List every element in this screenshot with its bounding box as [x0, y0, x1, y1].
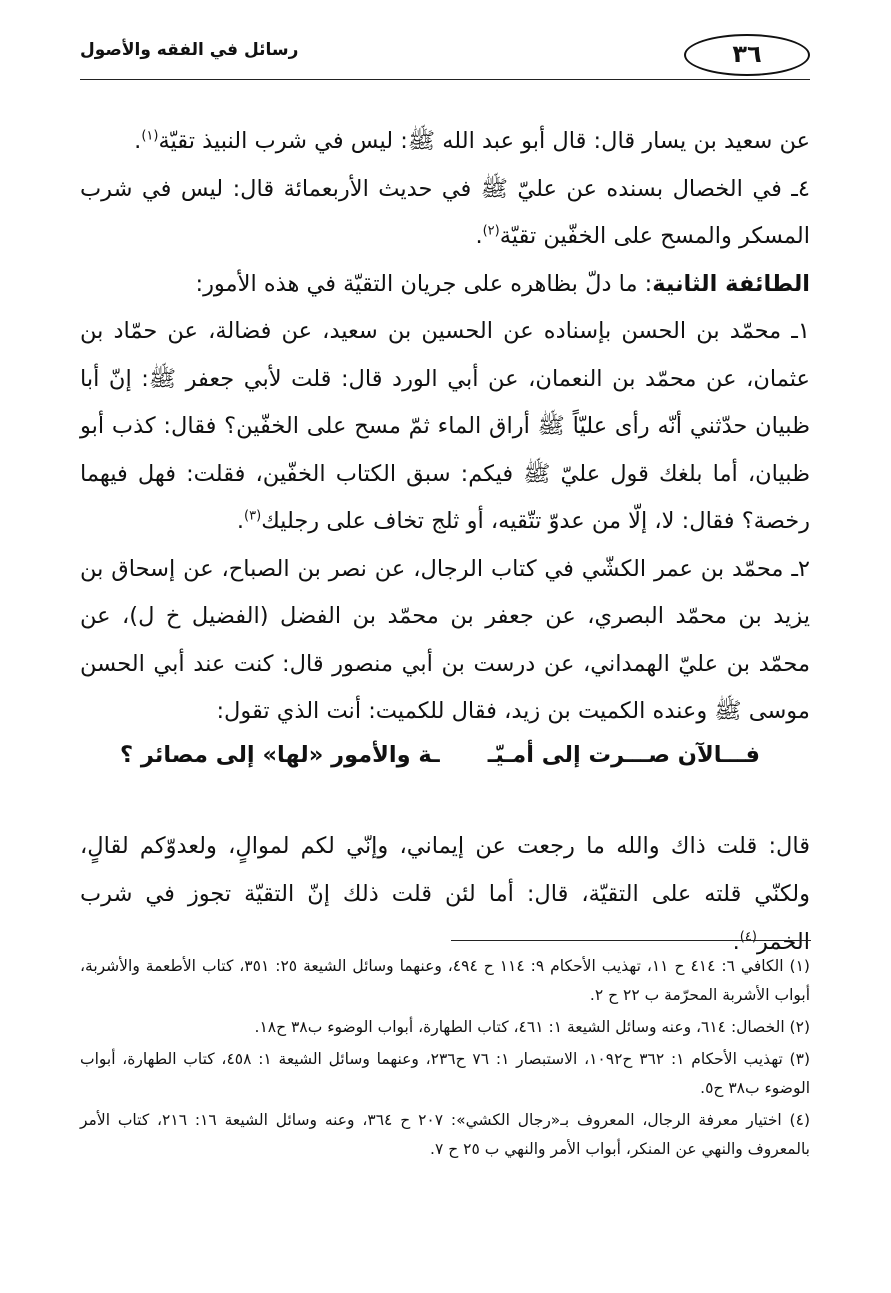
paragraph-6-end: .: [732, 929, 740, 955]
header-rule: [80, 79, 810, 80]
footnotes: [80, 952, 810, 1167]
verse-first-hemistich: فـــالآن صـــرت إلى أمـيّـ: [487, 742, 760, 768]
footnote-ref-2: (٢): [482, 223, 500, 239]
paragraph-4-end: .: [236, 508, 245, 534]
paragraph-1-text: عن سعيد بن يسار قال: قال أبو عبد الله ﷺ: ليس في شرب النبيذ تقيّة: [158, 128, 810, 154]
paragraph-2-text: ٤ـ في الخصال بسنده عن عليّ ﷺ في حديث الأربعمائة قال: ليس في شرب المسكر والمسح على الخفّين تقيّة: [80, 175, 810, 249]
running-title: رسائل في الفقه والأصول: [80, 40, 299, 60]
footnote-2: (٢) الخصال: ٦١٤، وعنه وسائل الشيعة ١: ٤٦١، كتاب الطهارة، أبواب الوضوء ب٣٨ ح١٨.: [254, 1018, 810, 1036]
footnote-ref-4: (٤): [739, 929, 757, 945]
section-heading-paragraph: [80, 261, 810, 309]
paragraph-1-end: .: [134, 128, 142, 154]
verse-second-hemistich: ـة والأمور «لها» إلى مصائر ؟: [120, 742, 440, 768]
poem-verse: [100, 742, 780, 782]
section-heading: الطائفة الثانية: [652, 270, 810, 297]
main-text: [80, 118, 810, 736]
paragraph-6-text: قال: قلت ذاك والله ما رجعت عن إيماني، وإنّي لكم لموالٍ، ولعدوّكم لقالٍ، ولكنّي قلته على التقيّة، قال: أما لئن قلت ذلك إنّ التقيّة تجوز في شرب الخمر: [80, 833, 810, 955]
footnote-separator: [451, 940, 811, 941]
paragraph-4: [80, 308, 810, 546]
main-text-continued: [80, 822, 810, 966]
footnote-ref-1: (١): [141, 128, 159, 144]
footnote-4: (٤) اختيار معرفة الرجال، المعروف بـ«رجال الكشي»: ٢٠٧ ح ٣٦٤، وعنه وسائل الشيعة ١٦: ٢١٦، كتاب الأمر بالمعروف والنهي عن المنكر، أبواب الأمر والنهي ب ٢٥ ح ٧.: [80, 1111, 810, 1158]
page-number: ٣٦: [684, 34, 810, 76]
footnote-1: (١) الكافي ٦: ٤١٤ ح ١١، تهذيب الأحكام ٩: ١١٤ ح ٤٩٤، وعنهما وسائل الشيعة ٢٥: ٣٥١، كتاب الأطعمة والأشربة، أبواب الأشربة المحرّمة ب ٢٢ ح ٢.: [80, 957, 810, 1004]
paragraph-2: [80, 166, 810, 261]
paragraph-2-end: .: [475, 223, 483, 249]
paragraph-6: [80, 822, 810, 966]
paragraph-4-text: ١ـ محمّد بن الحسن بإسناده عن الحسين بن سعيد، عن فضالة، عن حمّاد بن عثمان، عن محمّد بن النعمان، عن أبي الورد قال: قلت لأبي جعفر ﷺ: إنّ أبا ظبيان حدّثني أنّه رأى عليّاً ﷺ أراق الماء ثمّ مسح على الخفّين؟ فقال: كذب أبو ظبيان، أما بلغك قول عليّ ﷺ فيكم: سبق الكتاب الخفّين، فقلت: فهل فيهما رخصة؟ فقال: لا، إلّا من عدوّ تتّقيه، أو ثلج تخاف على رجليك: [80, 318, 810, 534]
paragraph-1: [80, 118, 810, 166]
footnote-3: (٣) تهذيب الأحكام ١: ٣٦٢ ح١٠٩٢، الاستبصار ١: ٧٦ ح٢٣٦، وعنهما وسائل الشيعة ١: ٤٥٨، كتاب الطهارة، أبواب الوضوء ب٣٨ ح٥.: [80, 1050, 810, 1097]
footnote-ref-3: (٣): [244, 508, 262, 524]
page-header: [80, 30, 810, 80]
section-heading-rest: : ما دلّ بظاهره على جريان التقيّة في هذه الأمور:: [195, 270, 653, 297]
paragraph-5: ٢ـ محمّد بن عمر الكشّي في كتاب الرجال، عن نصر بن الصباح، عن إسحاق بن يزيد بن محمّد البصري، عن جعفر بن محمّد بن الفضل (الفضيل خ ل)، عن محمّد بن عليّ الهمداني، عن درست بن أبي منصور قال: كنت عند أبي الحسن موسى ﷺ وعنده الكميت بن زيد، فقال للكميت: أنت الذي تقول:: [80, 555, 810, 724]
